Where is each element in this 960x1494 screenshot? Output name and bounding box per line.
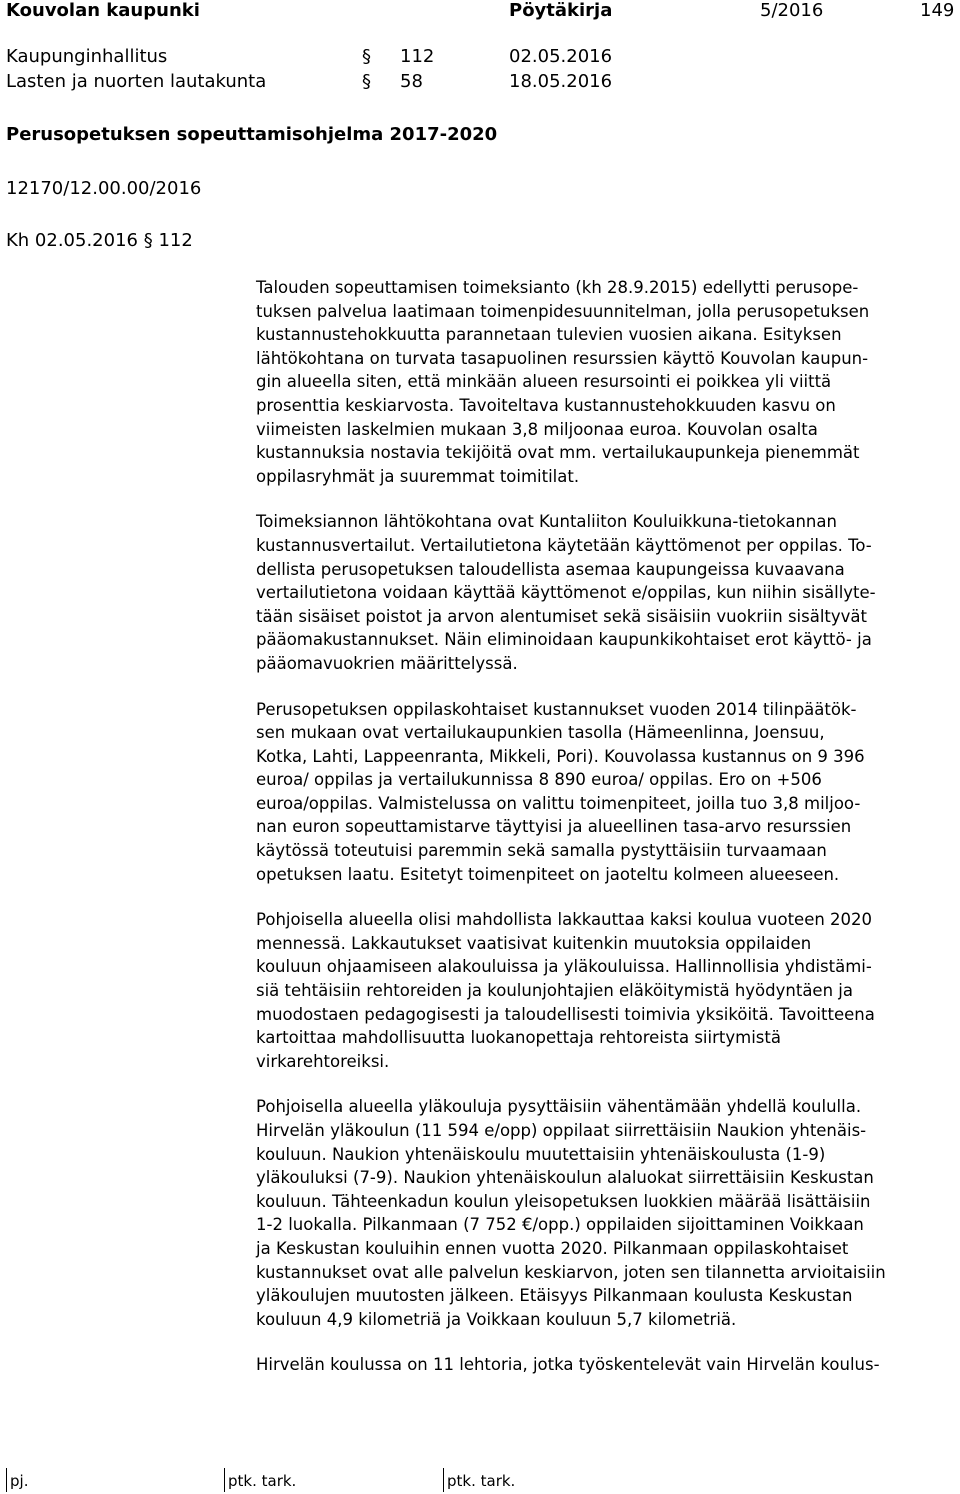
text-line: kustannukset ovat alle palvelun keskiarvon, joten sen tilannetta arvioitaisiin [256, 1262, 886, 1282]
signature-divider [6, 1468, 7, 1492]
text-line: Perusopetuksen oppilaskohtaiset kustannukset vuoden 2014 tilinpäätök- [256, 699, 857, 719]
text-line: dellista perusopetuksen taloudellista asemaa kaupungeissa kuvaavana [256, 559, 845, 579]
paragraph [256, 698, 956, 887]
text-line: lähtökohtana on turvata tasapuolinen resurssien käyttö Kouvolan kaupun- [256, 348, 869, 368]
paragraph [256, 1095, 956, 1331]
text-line: Hirvelän yläkoulun (11 594 e/opp) oppilaat siirrettäisiin Naukion yhtenäis- [256, 1121, 867, 1140]
page-number: 149 [920, 0, 955, 21]
reference-number: 112 [158, 230, 193, 251]
section-symbol: § [362, 46, 371, 67]
signature-divider [443, 1468, 444, 1492]
reviewer-signature-label: ptk. tark. [447, 1472, 516, 1490]
meeting-section: 58 [400, 71, 423, 92]
text-line: kustannustehokkuutta parannetaan tulevien vuosien aikana. Esityksen [256, 325, 842, 345]
text-line: prosenttia keskiarvosta. Tavoiteltava kustannustehokkuuden kasvu on [256, 395, 836, 415]
text-line: Talouden sopeuttamisen toimeksianto (kh 28.9.2015) edellytti perusope- [256, 278, 859, 297]
text-line: siä tehtäisiin rehtoreiden ja koulunjohtajien eläköitymistä hyödyntäen ja [256, 981, 853, 1001]
paragraph [256, 510, 956, 675]
section-symbol: § [143, 230, 153, 251]
text-line: yläkoulujen muutosten jälkeen. Etäisyys Pilkanmaan koulusta Keskustan [256, 1286, 853, 1306]
body-text [256, 276, 956, 1377]
meeting-date: 18.05.2016 [509, 71, 613, 92]
paragraph [256, 908, 956, 1073]
paragraph [256, 276, 956, 488]
text-line: kouluun. Naukion yhtenäiskoulu muutettaisiin yhtenäiskoulusta (1-9) [256, 1144, 826, 1164]
text-line: tään sisäiset poistot ja arvon alentumiset sekä sisäisiin vuokriin sisältyvät [256, 606, 867, 626]
text-line: muodostaen pedagogisesti ja taloudellisesti toimivia yksiköitä. Tavoitteena [256, 1004, 875, 1024]
text-line: euroa/ oppilas ja vertailukunnissa 8 890 euroa/ oppilas. Ero on +506 [256, 770, 822, 790]
text-line: 1-2 luokalla. Pilkanmaan (7 752 €/opp.) oppilaiden sijoittaminen Voikkaan [256, 1215, 864, 1235]
text-line: sen mukaan ovat vertailukaupunkien tasolla (Hämeenlinna, Joensuu, [256, 723, 825, 743]
meeting-body: Kaupunginhallitus [6, 46, 168, 67]
text-line: käytössä toteutuisi paremmin sekä samalla pystyttäisiin turvaamaan [256, 841, 827, 861]
text-line: Pohjoisella alueella yläkouluja pysyttäisiin vähentämään yhdellä koululla. [256, 1097, 862, 1117]
text-line: yläkouluksi (7-9). Naukion yhtenäiskoulun alaluokat siirrettäisiin Keskustan [256, 1168, 874, 1188]
chair-signature-label: pj. [10, 1472, 29, 1490]
text-line: Hirvelän koulussa on 11 lehtoria, jotka työskentelevät vain Hirvelän koulus- [256, 1355, 880, 1375]
text-line: kartoittaa mahdollisuutta luokanopettaja rehtoreista siirtymistä [256, 1028, 781, 1048]
text-line: mennessä. Lakkautukset vaatisivat kuitenkin muutoksia oppilaiden [256, 933, 812, 953]
section-symbol: § [362, 71, 371, 92]
text-line: opetuksen laatu. Esitetyt toimenpiteet on jaoteltu kolmeen alueeseen. [256, 864, 840, 884]
text-line: Kotka, Lahti, Lappeenranta, Mikkeli, Pori). Kouvolassa kustannus on 9 396 [256, 746, 865, 766]
text-line: virkarehtoreiksi. [256, 1051, 390, 1071]
text-line: kouluun 4,9 kilometriä ja Voikkaan kouluun 5,7 kilometriä. [256, 1309, 737, 1329]
text-line: oppilasryhmät ja suuremmat toimitilat. [256, 466, 580, 486]
text-line: kustannuksia nostavia tekijöitä ovat mm. vertailukaupunkeja pienemmät [256, 443, 860, 463]
meeting-body: Lasten ja nuorten lautakunta [6, 71, 267, 92]
paragraph [256, 1353, 956, 1377]
text-line: Toimeksiannon lähtökohtana ovat Kuntaliiton Kouluikkuna-tietokannan [256, 512, 837, 532]
text-line: viimeisten laskelmien mukaan 3,8 miljoonaa euroa. Kouvolan osalta [256, 419, 818, 439]
text-line: gin alueella siten, että minkään alueen resursointi ei poikkea yli viittä [256, 372, 832, 392]
text-line: Pohjoisella alueella olisi mahdollista lakkauttaa kaksi koulua vuoteen 2020 [256, 910, 873, 930]
document-number: 5/2016 [760, 0, 824, 21]
text-line: pääomavuokrien määrittelyssä. [256, 653, 518, 673]
signature-divider [224, 1468, 225, 1492]
text-line: kouluun. Tähteenkadun koulun yleisopetuksen luokkien määrää lisättäisiin [256, 1191, 871, 1211]
text-line: kustannusvertailut. Vertailutietona käytetään käyttömenot per oppilas. To- [256, 535, 872, 555]
reference-line [6, 230, 193, 252]
organization-name: Kouvolan kaupunki [6, 0, 200, 21]
text-line: euroa/oppilas. Valmistelussa on valittu toimenpiteet, joilla tuo 3,8 miljoo- [256, 793, 861, 813]
case-id: 12170/12.00.00/2016 [6, 178, 202, 199]
document-title: Perusopetuksen sopeuttamisohjelma 2017-2020 [6, 124, 498, 145]
text-line: ja Keskustan kouluihin ennen vuotta 2020. Pilkanmaan oppilaskohtaiset [256, 1238, 849, 1258]
text-line: kouluun ohjaamiseen alakouluissa ja yläkouluissa. Hallinnollisia yhdistämi- [256, 957, 872, 977]
reviewer-signature-label: ptk. tark. [228, 1472, 297, 1490]
reference-prefix: Kh 02.05.2016 [6, 230, 138, 251]
document-type: Pöytäkirja [509, 0, 613, 21]
meeting-date: 02.05.2016 [509, 46, 613, 67]
meeting-section: 112 [400, 46, 435, 67]
signature-footer [0, 1462, 960, 1494]
text-line: vertailutietona voidaan käyttää käyttömenot e/oppilas, kun niihin sisällyte- [256, 583, 876, 603]
text-line: nan euron sopeuttamistarve täyttyisi ja alueellinen tasa-arvo resurssien [256, 817, 852, 837]
text-line: tuksen palvelua laatimaan toimenpidesuunnitelman, jolla perusopetuksen [256, 301, 870, 321]
text-line: pääomakustannukset. Näin eliminoidaan kaupunkikohtaiset erot käyttö- ja [256, 630, 872, 650]
